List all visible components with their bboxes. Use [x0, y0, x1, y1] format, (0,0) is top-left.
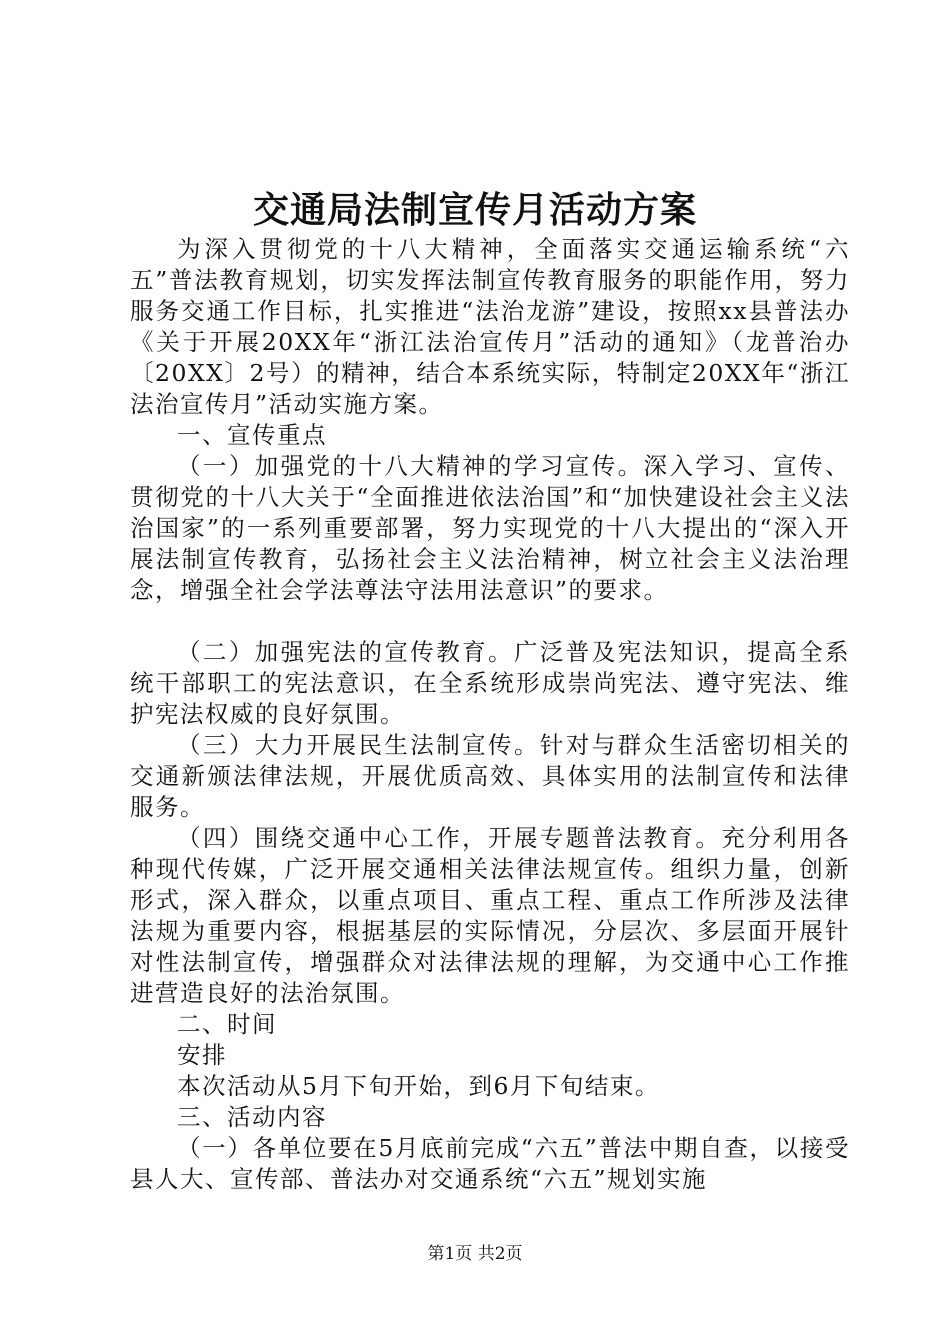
paragraph-item-2: （二）加强宪法的宣传教育。广泛普及宪法知识，提高全系统干部职工的宪法意识，在全系统形成崇尚宪法、遵守宪法、维护宪法权威的良好氛围。: [130, 638, 850, 728]
paragraph-activity-1: （一）各单位要在5月底前完成“六五”普法中期自查，以接受县人大、宣传部、普法办对交通系统“六五”规划实施: [130, 1134, 850, 1193]
paragraph-time: 本次活动从5月下旬开始，到6月下旬结束。: [177, 1072, 660, 1100]
paragraph-item-4: （四）围绕交通中心工作，开展专题普法教育。充分利用各种现代传媒，广泛开展交通相关法律法规宣传。组织力量，创新形式，深入群众，以重点项目、重点工程、重点工作所涉及法律法规为重要内容，根据基层的实际情况，分层次、多层面开展针对性法制宣传，增强群众对法律法规的理解，为交通中心工作推进营造良好的法治氛围。: [130, 824, 850, 1007]
section-heading-3: 三、活动内容: [177, 1103, 327, 1131]
document-title: 交通局法制宣传月活动方案: [252, 189, 697, 231]
paragraph-item-1: （一）加强党的十八大精神的学习宣传。深入学习、宣传、贯彻党的十八大关于“全面推进依法治国”和“加快建设社会主义法治国家”的一系列重要部署，努力实现党的十八大提出的“深入开展法制宣传教育，弘扬社会主义法治精神，树立社会主义法治理念，增强全社会学法尊法守法用法意识”的要求。: [130, 452, 850, 604]
document-body: [130, 234, 850, 1195]
section-heading-2-cont: 安排: [177, 1041, 227, 1069]
page-footer: 第1页 共2页: [427, 1244, 523, 1264]
paragraph-intro: 为深入贯彻党的十八大精神，全面落实交通运输系统“六五”普法教育规划，切实发挥法制宣传教育服务的职能作用，努力服务交通工作目标，扎实推进“法治龙游”建设，按照xx县普法办《关于开展20XX年“浙江法治宣传月”活动的通知》（龙普治办〔20XX〕2号）的精神，结合本系统实际，特制定20XX年“浙江法治宣传月”活动实施方案。: [130, 235, 850, 418]
section-heading-2: 二、时间: [177, 1010, 277, 1038]
paragraph-item-3: （三）大力开展民生法制宣传。针对与群众生活密切相关的交通新颁法律法规，开展优质高效、具体实用的法制宣传和法律服务。: [130, 731, 850, 821]
section-heading-1: 一、宣传重点: [177, 421, 327, 449]
